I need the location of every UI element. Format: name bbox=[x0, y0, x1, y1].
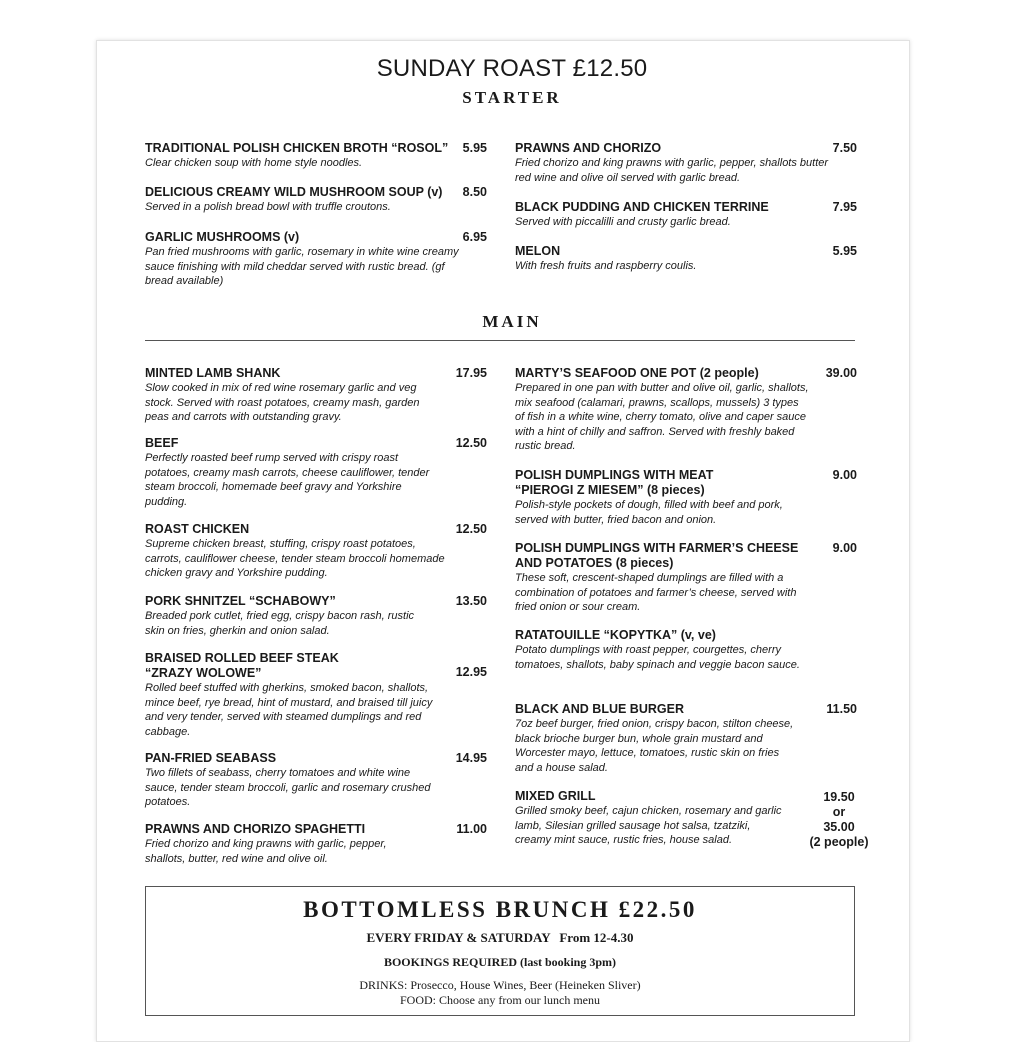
main-item bbox=[515, 366, 810, 454]
item-desc: Perfectly roasted beef rump served with crispy roast potatoes, creamy mash carrots, cheese cauliflower, tender steam broccoli, homemade beef gravy and Yorkshire pudding. bbox=[145, 452, 430, 508]
item-name: MIXED GRILL bbox=[515, 789, 596, 803]
item-desc: These soft, crescent-shaped dumplings are filled with a combination of potatoes and farmer’s cheese, served with fried onion or sour cream. bbox=[515, 572, 797, 614]
item-price: 13.50 bbox=[455, 594, 487, 608]
main-heading: MAIN bbox=[482, 312, 542, 331]
item-desc: Two fillets of seabass, cherry tomatoes and white wine sauce, tender steam broccoli, garlic and rosemary crushed potatoes. bbox=[145, 767, 431, 809]
main-item bbox=[145, 751, 445, 810]
item-price: 5.95 bbox=[462, 141, 487, 155]
main-item bbox=[515, 702, 800, 775]
item-name: PAN-FRIED SEABASS bbox=[145, 751, 277, 765]
brunch-food: FOOD: Choose any from our lunch menu bbox=[400, 993, 600, 1007]
starter-item bbox=[145, 230, 470, 289]
item-name: RATATOUILLE “KOPYTKA” (v, ve) bbox=[515, 628, 716, 642]
brunch-title: BOTTOMLESS BRUNCH £22.50 bbox=[303, 897, 697, 922]
item-price-note: (2 people) bbox=[809, 835, 869, 849]
item-desc: Prepared in one pan with butter and olive oil, garlic, shallots, mix seafood (calamari, prawns, scallops, mussels) 3 types of fish in a white wine, cherry tomato, olive and caper sauce with a hint of chilly and saffron. Served with freshly baked rustic bread. bbox=[515, 382, 809, 453]
item-price: 14.95 bbox=[455, 751, 487, 765]
item-name: POLISH DUMPLINGS WITH MEAT bbox=[515, 468, 714, 482]
brunch-time: From 12-4.30 bbox=[559, 930, 634, 945]
brunch-drinks: DRINKS: Prosecco, House Wines, Beer (Heineken Sliver) bbox=[359, 978, 641, 992]
item-desc: Fried chorizo and king prawns with garlic, pepper, shallots, butter, red wine and olive oil. bbox=[145, 838, 387, 865]
item-price: 11.00 bbox=[456, 822, 487, 836]
item-desc: Breaded pork cutlet, fried egg, crispy bacon rash, rustic skin on fries, gherkin and onion salad. bbox=[145, 610, 415, 637]
item-price: 39.00 bbox=[825, 366, 857, 380]
item-price: 7.50 bbox=[832, 141, 857, 155]
item-name: POLISH DUMPLINGS WITH FARMER’S CHEESE bbox=[515, 541, 799, 555]
item-name: PRAWNS AND CHORIZO bbox=[515, 141, 662, 155]
main-item bbox=[515, 468, 800, 527]
brunch-bookings: BOOKINGS REQUIRED (last booking 3pm) bbox=[383, 955, 617, 969]
starter-heading: STARTER bbox=[462, 88, 562, 107]
main-item bbox=[145, 522, 445, 581]
item-name: BLACK AND BLUE BURGER bbox=[515, 702, 684, 716]
brunch-days-row bbox=[146, 930, 854, 946]
starter-item bbox=[515, 244, 815, 274]
item-price: 17.95 bbox=[455, 366, 487, 380]
mixed-grill-prices bbox=[806, 790, 872, 850]
main-item bbox=[515, 789, 785, 848]
item-desc: Potato dumplings with roast pepper, courgettes, cherry tomatoes, shallots, baby spinach and veggie bacon sauce. bbox=[515, 644, 800, 671]
item-name: BEEF bbox=[145, 436, 179, 450]
starter-item bbox=[515, 141, 830, 185]
divider bbox=[145, 340, 855, 341]
item-price: 12.50 bbox=[455, 436, 487, 450]
item-desc: Clear chicken soup with home style noodles. bbox=[145, 157, 363, 169]
item-name-line2: “ZRAZY WOLOWE” bbox=[145, 666, 262, 680]
item-desc: Pan fried mushrooms with garlic, rosemary in white wine creamy sauce finishing with mild cheddar served with rustic bread. (gf bread available) bbox=[145, 246, 459, 288]
item-name: DELICIOUS CREAMY WILD MUSHROOM SOUP (v) bbox=[145, 185, 443, 199]
item-price: 12.95 bbox=[455, 665, 487, 679]
item-name-line2: “PIEROGI Z MIESEM” (8 pieces) bbox=[515, 483, 705, 497]
item-name-line2: AND POTATOES (8 pieces) bbox=[515, 556, 674, 570]
item-price: 8.50 bbox=[462, 185, 487, 199]
item-name: BRAISED ROLLED BEEF STEAK bbox=[145, 651, 339, 665]
main-item bbox=[145, 822, 425, 866]
brunch-days: EVERY FRIDAY & SATURDAY bbox=[366, 930, 551, 945]
item-desc: Supreme chicken breast, stuffing, crispy roast potatoes, carrots, cauliflower cheese, tender steam broccoli homemade chicken gravy and Yorkshire pudding. bbox=[145, 538, 445, 580]
main-item bbox=[515, 628, 805, 672]
item-desc: Served with piccalilli and crusty garlic bread. bbox=[515, 216, 731, 228]
item-desc: Served in a polish bread bowl with truffle croutons. bbox=[145, 201, 391, 213]
item-name: ROAST CHICKEN bbox=[145, 522, 250, 536]
item-name: BLACK PUDDING AND CHICKEN TERRINE bbox=[515, 200, 769, 214]
item-desc: Polish-style pockets of dough, filled with beef and pork, served with butter, fried bacon and onion. bbox=[515, 499, 783, 526]
item-name: TRADITIONAL POLISH CHICKEN BROTH “ROSOL” bbox=[145, 141, 449, 155]
item-desc: Slow cooked in mix of red wine rosemary garlic and veg stock. Served with roast potatoes, creamy mash, garden peas and carrots with outstanding gravy. bbox=[145, 382, 420, 424]
main-item bbox=[515, 541, 815, 615]
main-item bbox=[145, 436, 435, 509]
item-desc: Fried chorizo and king prawns with garlic, pepper, shallots butter red wine and olive oil served with garlic bread. bbox=[515, 157, 829, 184]
item-price: 6.95 bbox=[462, 230, 487, 244]
main-item bbox=[145, 366, 435, 425]
item-price: 7.95 bbox=[832, 200, 857, 214]
starter-item bbox=[515, 200, 815, 230]
item-price: 5.95 bbox=[832, 244, 857, 258]
main-item bbox=[145, 594, 435, 638]
item-price: 9.00 bbox=[832, 468, 857, 482]
item-desc: 7oz beef burger, fried onion, crispy bacon, stilton cheese, black brioche burger bun, whole grain mustard and Worcester mayo, lettuce, tomatoes, rustic skin on fries and a house salad. bbox=[515, 718, 794, 774]
item-desc: With fresh fruits and raspberry coulis. bbox=[515, 260, 697, 272]
item-price: 11.50 bbox=[826, 702, 857, 716]
item-price-alt: 35.00 bbox=[823, 820, 855, 834]
item-price: 19.50 bbox=[823, 790, 855, 804]
item-desc: Rolled beef stuffed with gherkins, smoked bacon, shallots, mince beef, rye bread, hint of mustard, and braised till juicy and very tender, served with steamed dumplings and red cabbage. bbox=[145, 682, 433, 738]
item-name: GARLIC MUSHROOMS (v) bbox=[145, 230, 300, 244]
page-title: SUNDAY ROAST £12.50 bbox=[376, 55, 648, 82]
item-price: 12.50 bbox=[455, 522, 487, 536]
item-desc: Grilled smoky beef, cajun chicken, rosemary and garlic lamb, Silesian grilled sausage hot salsa, tzatziki, creamy mint sauce, rustic fries, house salad. bbox=[515, 805, 782, 847]
item-name: MARTY’S SEAFOOD ONE POT (2 people) bbox=[515, 366, 759, 380]
item-name: MINTED LAMB SHANK bbox=[145, 366, 281, 380]
main-item bbox=[145, 651, 435, 739]
item-name: PORK SHNITZEL “SCHABOWY” bbox=[145, 594, 336, 608]
item-price-or: or bbox=[832, 805, 846, 819]
brunch-box bbox=[145, 886, 855, 1016]
item-name: PRAWNS AND CHORIZO SPAGHETTI bbox=[145, 822, 366, 836]
item-name: MELON bbox=[515, 244, 561, 258]
item-price: 9.00 bbox=[832, 541, 857, 555]
